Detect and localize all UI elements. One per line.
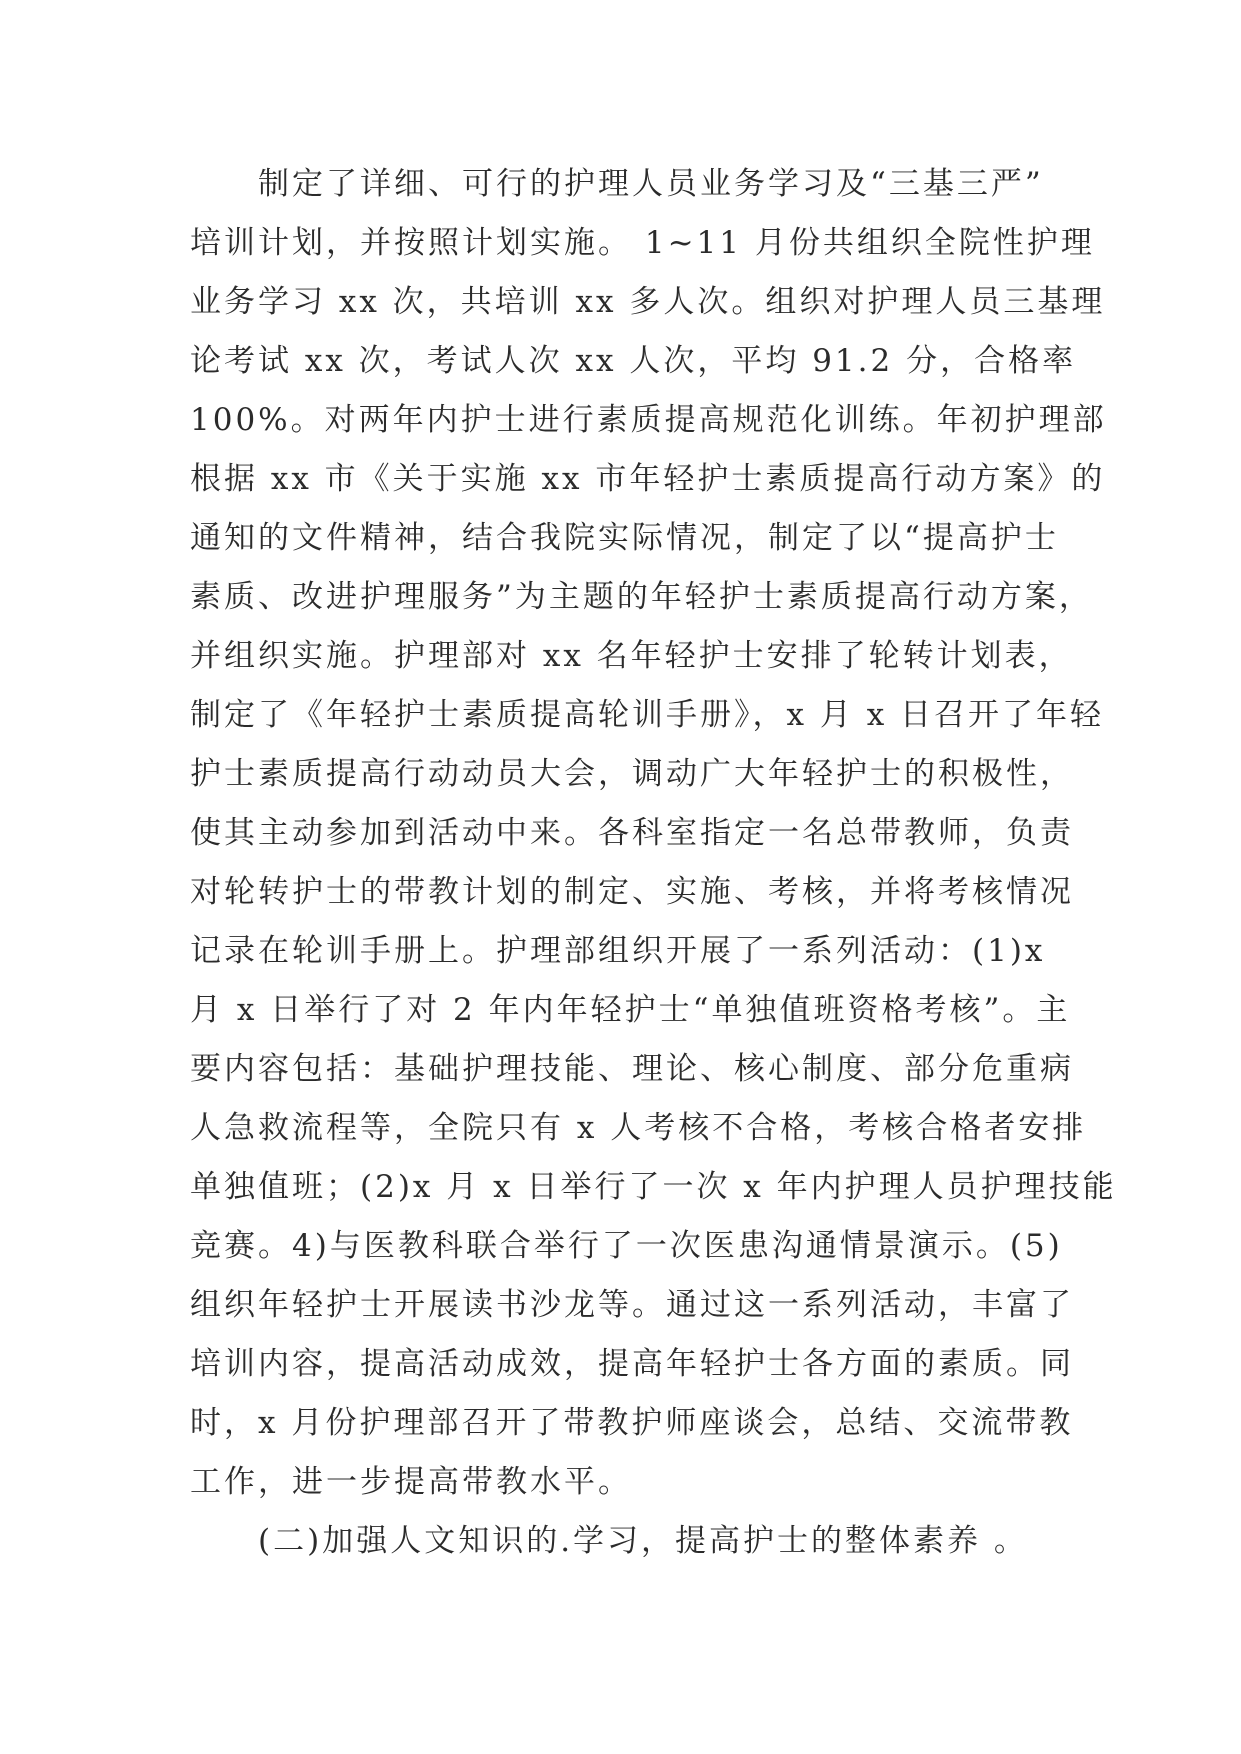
body-text xyxy=(190,155,1117,1571)
paragraph-line: 根据 xx 市《关于实施 xx 市年轻护士素质提高行动方案》的 xyxy=(190,461,1106,497)
paragraph-line: 对轮转护士的带教计划的制定、实施、考核，并将考核情况 xyxy=(190,874,1074,910)
paragraph-line: 业务学习 xx 次，共培训 xx 多人次。组织对护理人员三基理 xyxy=(190,284,1106,320)
paragraph-line: 护士素质提高行动动员大会，调动广大年轻护士的积极性， xyxy=(190,756,1074,792)
paragraph-line: 要内容包括：基础护理技能、理论、核心制度、部分危重病 xyxy=(190,1051,1074,1087)
paragraph-line: 组织年轻护士开展读书沙龙等。通过这一系列活动，丰富了 xyxy=(190,1287,1074,1323)
paragraph-line: 培训计划，并按照计划实施。 1~11 月份共组织全院性护理 xyxy=(190,225,1095,261)
paragraph-line: 使其主动参加到活动中来。各科室指定一名总带教师，负责 xyxy=(190,815,1074,851)
paragraph-line: 素质、改进护理服务”为主题的年轻护士素质提高行动方案， xyxy=(190,579,1093,615)
paragraph-line: 工作，进一步提高带教水平。 xyxy=(190,1464,632,1500)
paragraph-line: 并组织实施。护理部对 xx 名年轻护士安排了轮转计划表， xyxy=(190,638,1073,674)
section-heading: (二)加强人文知识的.学习，提高护士的整体素养 。 xyxy=(258,1523,1028,1559)
paragraph-line: 培训内容，提高活动成效，提高年轻护士各方面的素质。同 xyxy=(190,1346,1074,1382)
paragraph-line: 记录在轮训手册上。护理部组织开展了一系列活动：(1)x xyxy=(190,933,1046,969)
paragraph-line: 制定了《年轻护士素质提高轮训手册》，x 月 x 日召开了年轻 xyxy=(190,697,1105,733)
paragraph-line: 月 x 日举行了对 2 年内年轻护士“单独值班资格考核”。主 xyxy=(190,992,1071,1028)
paragraph-line: 人急救流程等，全院只有 x 人考核不合格，考核合格者安排 xyxy=(190,1110,1087,1146)
paragraph-line: 竞赛。4)与医教科联合举行了一次医患沟通情景演示。(5) xyxy=(190,1228,1063,1264)
paragraph-line: 制定了详细、可行的护理人员业务学习及“三基三严” xyxy=(258,166,1044,202)
paragraph-line: 论考试 xx 次，考试人次 xx 人次，平均 91.2 分，合格率 xyxy=(190,343,1077,379)
paragraph-line: 通知的文件精神，结合我院实际情况，制定了以“提高护士 xyxy=(190,520,1059,556)
paragraph-line: 单独值班；(2)x 月 x 日举行了一次 x 年内护理人员护理技能 xyxy=(190,1169,1117,1205)
paragraph-line: 时，x 月份护理部召开了带教护师座谈会，总结、交流带教 xyxy=(190,1405,1074,1441)
paragraph-line: 100%。对两年内护士进行素质提高规范化训练。年初护理部 xyxy=(190,402,1107,438)
